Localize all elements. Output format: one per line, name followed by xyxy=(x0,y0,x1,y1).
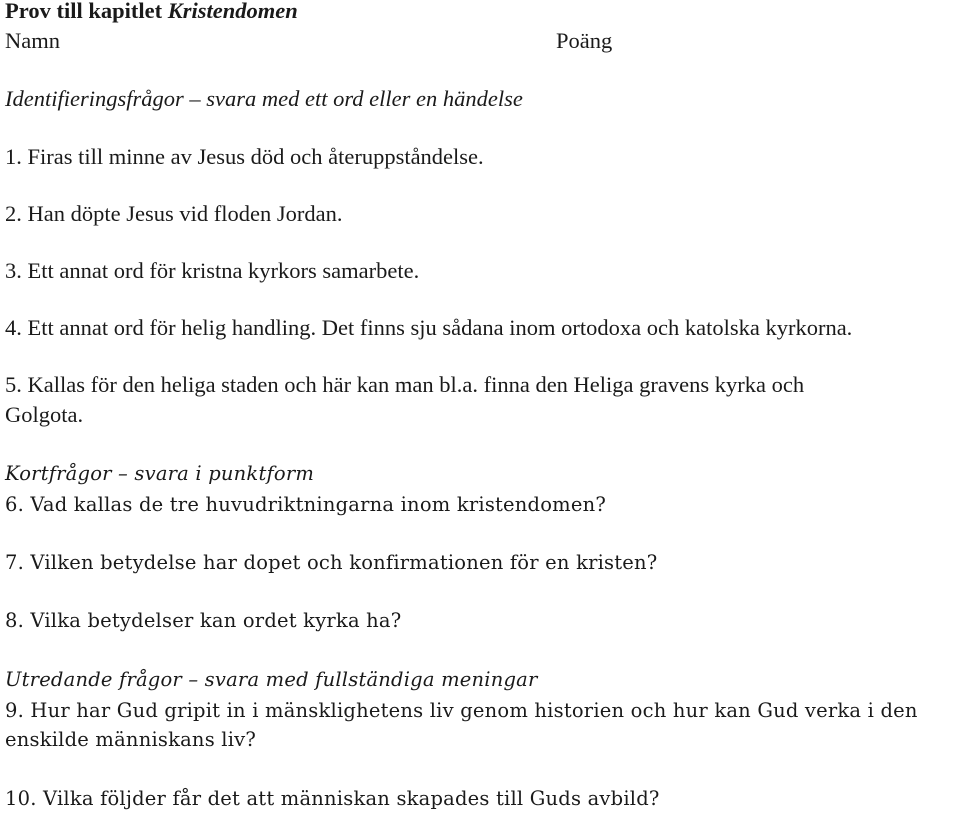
title-prefix: Prov till kapitlet xyxy=(5,0,168,23)
points-label: Poäng xyxy=(556,28,613,53)
question-4: 4. Ett annat ord för helig handling. Det finns sju sådana inom ortodoxa och katolska kyrkorna. xyxy=(5,315,853,340)
section-heading-identification: Identifieringsfrågor – svara med ett ord eller en händelse xyxy=(5,86,523,111)
question-3: 3. Ett annat ord för kristna kyrkors samarbete. xyxy=(5,258,420,283)
question-9-line-2: enskilde människans liv? xyxy=(5,728,257,751)
page-title xyxy=(5,0,298,25)
question-8: 8. Vilka betydelser kan ordet kyrka ha? xyxy=(5,609,402,632)
title-topic: Kristendomen xyxy=(167,0,298,23)
question-2: 2. Han döpte Jesus vid floden Jordan. xyxy=(5,201,343,226)
name-label: Namn xyxy=(5,28,60,53)
question-10: 10. Vilka följder får det att människan skapades till Guds avbild? xyxy=(5,787,660,810)
section-heading-short: Kortfrågor – svara i punktform xyxy=(5,462,315,485)
question-7: 7. Vilken betydelse har dopet och konfirmationen för en kristen? xyxy=(5,551,658,574)
question-1: 1. Firas till minne av Jesus död och återuppståndelse. xyxy=(5,144,484,169)
question-6: 6. Vad kallas de tre huvudriktningarna inom kristendomen? xyxy=(5,493,607,516)
question-5-line-1: 5. Kallas för den heliga staden och här kan man bl.a. finna den Heliga gravens kyrka och xyxy=(5,372,805,397)
section-heading-essay: Utredande frågor – svara med fullständiga meningar xyxy=(5,668,538,691)
question-5-line-2: Golgota. xyxy=(5,402,84,427)
question-9-line-1: 9. Hur har Gud gripit in i mänsklighetens liv genom historien och hur kan Gud verka i den xyxy=(5,699,918,722)
